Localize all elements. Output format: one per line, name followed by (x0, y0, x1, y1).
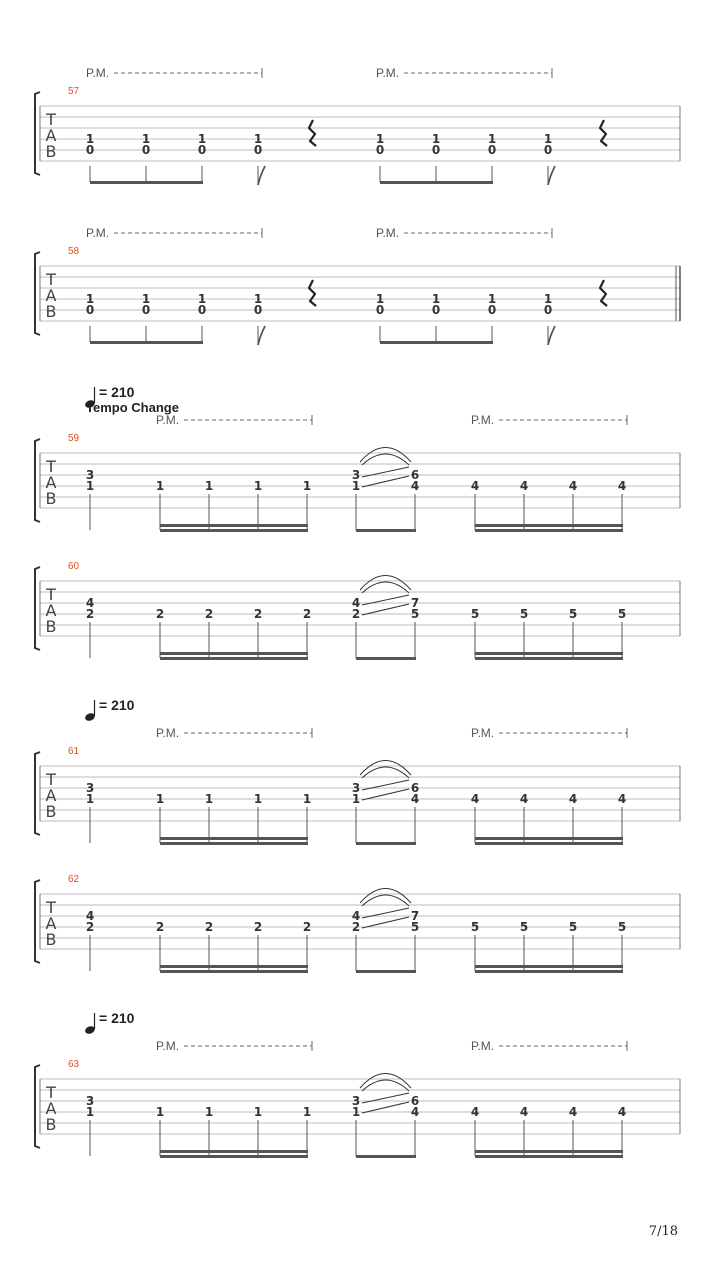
fret-number: 0 (85, 303, 95, 317)
slide-line-lower (362, 789, 409, 800)
fret-number: 1 (302, 792, 312, 806)
measure-number: 60 (68, 561, 80, 572)
sixteenth-beam-primary (160, 529, 308, 532)
tab-clef-a: A (45, 286, 57, 305)
slide-line-lower (362, 917, 409, 928)
fret-number: 5 (519, 920, 529, 934)
sixteenth-beam-secondary (160, 652, 308, 655)
fret-number: 0 (431, 303, 441, 317)
fret-number: 5 (568, 920, 578, 934)
sixteenth-beam-primary (475, 529, 623, 532)
fret-number: 1 (487, 132, 497, 146)
fret-number: 5 (519, 607, 529, 621)
sixteenth-beam-primary (160, 1155, 308, 1158)
eighth-beam (356, 529, 416, 532)
fret-number: 5 (470, 607, 480, 621)
fret-number: 1 (302, 1105, 312, 1119)
sixteenth-beam-primary (160, 842, 308, 845)
fret-number: 1 (253, 792, 263, 806)
fret-number: 0 (543, 303, 553, 317)
eighth-flag (258, 166, 265, 185)
fret-number: 4 (470, 479, 480, 493)
tempo-marking: = 210 (99, 384, 135, 400)
fret-number: 0 (543, 143, 553, 157)
sixteenth-beam-primary (160, 970, 308, 973)
sixteenth-beam-secondary (160, 965, 308, 968)
fret-number: 1 (155, 1105, 165, 1119)
tempo-marking: = 210 (99, 1010, 135, 1026)
fret-number: 2 (85, 607, 95, 621)
sixteenth-beam-secondary (475, 524, 623, 527)
fret-number: 2 (351, 607, 361, 621)
fret-number: 1 (351, 1105, 361, 1119)
system-bracket (35, 752, 40, 835)
fret-number: 4 (351, 909, 361, 923)
fret-number: 1 (431, 292, 441, 306)
fret-number: 6 (410, 1094, 420, 1108)
fret-number: 3 (85, 1094, 95, 1108)
fret-number: 6 (410, 468, 420, 482)
fret-number: 4 (519, 792, 529, 806)
fret-number: 4 (410, 792, 420, 806)
tab-clef-b: B (45, 142, 57, 161)
fret-number: 1 (253, 292, 263, 306)
fret-number: 7 (410, 596, 420, 610)
eighth-flag (258, 326, 265, 345)
sixteenth-beam-primary (475, 970, 623, 973)
tab-clef-t: T (46, 270, 56, 289)
fret-number: 1 (351, 792, 361, 806)
fret-number: 3 (85, 781, 95, 795)
fret-number: 5 (410, 920, 420, 934)
system-bracket (35, 567, 40, 650)
fret-number: 2 (253, 920, 263, 934)
palm-mute-label: P.M. (86, 226, 110, 240)
fret-number: 4 (470, 1105, 480, 1119)
fret-number: 2 (204, 920, 214, 934)
fret-number: 3 (351, 781, 361, 795)
palm-mute-label: P.M. (376, 66, 400, 80)
fret-number: 2 (253, 607, 263, 621)
fret-number: 1 (197, 132, 207, 146)
tab-clef-b: B (45, 1115, 57, 1134)
fret-number: 0 (431, 143, 441, 157)
fret-number: 5 (410, 607, 420, 621)
fret-number: 4 (617, 1105, 627, 1119)
fret-number: 0 (85, 143, 95, 157)
tab-clef-b: B (45, 302, 57, 321)
system-bracket (35, 252, 40, 335)
palm-mute-label: P.M. (156, 726, 180, 740)
fret-number: 1 (204, 792, 214, 806)
fret-number: 2 (351, 920, 361, 934)
tab-clef-b: B (45, 802, 57, 821)
fret-number: 1 (351, 479, 361, 493)
fret-number: 0 (141, 303, 151, 317)
page-number: 7/18 (648, 1224, 678, 1239)
fret-number: 4 (568, 479, 578, 493)
fret-number: 5 (617, 920, 627, 934)
fret-number: 1 (85, 1105, 95, 1119)
sixteenth-beam-secondary (475, 652, 623, 655)
fret-number: 1 (141, 292, 151, 306)
fret-number: 4 (85, 596, 95, 610)
fret-number: 1 (431, 132, 441, 146)
palm-mute-label: P.M. (156, 1039, 180, 1053)
fret-number: 1 (204, 1105, 214, 1119)
eighth-beam (356, 657, 416, 660)
fret-number: 2 (155, 920, 165, 934)
sixteenth-beam-secondary (475, 965, 623, 968)
sixteenth-beam-secondary (475, 1150, 623, 1153)
tempo-marking: = 210 (99, 697, 135, 713)
system-bracket (35, 1065, 40, 1148)
measure-number: 59 (68, 433, 80, 444)
fret-number: 5 (568, 607, 578, 621)
palm-mute-label: P.M. (156, 413, 180, 427)
fret-number: 1 (204, 479, 214, 493)
fret-number: 4 (519, 479, 529, 493)
fret-number: 4 (410, 479, 420, 493)
slur-inner (362, 454, 409, 465)
quarter-rest-icon (309, 120, 316, 146)
fret-number: 2 (302, 607, 312, 621)
fret-number: 3 (85, 468, 95, 482)
measure-number: 57 (68, 86, 80, 97)
sixteenth-beam-secondary (475, 837, 623, 840)
fret-number: 2 (155, 607, 165, 621)
fret-number: 1 (253, 132, 263, 146)
tab-clef-a: A (45, 914, 57, 933)
fret-number: 4 (470, 792, 480, 806)
eighth-flag (548, 166, 555, 185)
slide-line-lower (362, 604, 409, 615)
eighth-beam (380, 341, 493, 344)
palm-mute-label: P.M. (86, 66, 110, 80)
fret-number: 1 (375, 132, 385, 146)
tab-clef-a: A (45, 786, 57, 805)
tempo-change-label: Tempo Change (86, 400, 179, 415)
tab-clef-b: B (45, 489, 57, 508)
fret-number: 1 (155, 792, 165, 806)
fret-number: 0 (141, 143, 151, 157)
eighth-beam (356, 842, 416, 845)
fret-number: 1 (543, 292, 553, 306)
tab-clef-a: A (45, 601, 57, 620)
fret-number: 0 (375, 143, 385, 157)
eighth-beam (380, 181, 493, 184)
system-bracket (35, 92, 40, 175)
fret-number: 1 (155, 479, 165, 493)
fret-number: 1 (543, 132, 553, 146)
tab-clef-t: T (46, 585, 56, 604)
quarter-rest-icon (600, 120, 607, 146)
fret-number: 4 (568, 792, 578, 806)
fret-number: 5 (470, 920, 480, 934)
quarter-rest-icon (600, 280, 607, 306)
fret-number: 0 (375, 303, 385, 317)
slur-inner (362, 767, 409, 778)
fret-number: 1 (253, 479, 263, 493)
eighth-beam (90, 181, 203, 184)
fret-number: 1 (141, 132, 151, 146)
slur-inner (362, 1080, 409, 1091)
fret-number: 4 (617, 479, 627, 493)
system-bracket (35, 880, 40, 963)
fret-number: 3 (351, 1094, 361, 1108)
fret-number: 1 (85, 132, 95, 146)
fret-number: 4 (351, 596, 361, 610)
tab-clef-a: A (45, 473, 57, 492)
slur-inner (362, 582, 409, 593)
fret-number: 6 (410, 781, 420, 795)
sixteenth-beam-secondary (160, 837, 308, 840)
fret-number: 0 (197, 303, 207, 317)
sixteenth-beam-primary (160, 657, 308, 660)
slide-line-lower (362, 476, 409, 487)
fret-number: 4 (519, 1105, 529, 1119)
fret-number: 0 (487, 143, 497, 157)
eighth-beam (90, 341, 203, 344)
palm-mute-label: P.M. (376, 226, 400, 240)
fret-number: 1 (85, 792, 95, 806)
fret-number: 0 (253, 143, 263, 157)
fret-number: 1 (253, 1105, 263, 1119)
tab-clef-t: T (46, 770, 56, 789)
tab-clef-t: T (46, 110, 56, 129)
tab-clef-t: T (46, 1083, 56, 1102)
fret-number: 2 (85, 920, 95, 934)
measure-number: 61 (68, 746, 80, 757)
slide-line-lower (362, 1102, 409, 1113)
fret-number: 1 (302, 479, 312, 493)
fret-number: 4 (568, 1105, 578, 1119)
fret-number: 3 (351, 468, 361, 482)
eighth-flag (548, 326, 555, 345)
tab-clef-b: B (45, 930, 57, 949)
tab-clef-a: A (45, 1099, 57, 1118)
fret-number: 1 (197, 292, 207, 306)
quarter-rest-icon (309, 280, 316, 306)
tab-clef-a: A (45, 126, 57, 145)
fret-number: 0 (197, 143, 207, 157)
eighth-beam (356, 1155, 416, 1158)
slur-inner (362, 895, 409, 906)
palm-mute-label: P.M. (471, 413, 495, 427)
palm-mute-label: P.M. (471, 726, 495, 740)
fret-number: 7 (410, 909, 420, 923)
sixteenth-beam-primary (475, 842, 623, 845)
fret-number: 1 (487, 292, 497, 306)
sixteenth-beam-secondary (160, 1150, 308, 1153)
fret-number: 4 (410, 1105, 420, 1119)
system-bracket (35, 439, 40, 522)
sixteenth-beam-primary (475, 1155, 623, 1158)
fret-number: 0 (253, 303, 263, 317)
palm-mute-label: P.M. (471, 1039, 495, 1053)
sixteenth-beam-secondary (160, 524, 308, 527)
fret-number: 4 (85, 909, 95, 923)
fret-number: 2 (302, 920, 312, 934)
measure-number: 62 (68, 874, 80, 885)
tab-clef-t: T (46, 898, 56, 917)
fret-number: 1 (375, 292, 385, 306)
tab-clef-b: B (45, 617, 57, 636)
fret-number: 1 (85, 292, 95, 306)
eighth-beam (356, 970, 416, 973)
fret-number: 5 (617, 607, 627, 621)
fret-number: 0 (487, 303, 497, 317)
fret-number: 1 (85, 479, 95, 493)
fret-number: 2 (204, 607, 214, 621)
measure-number: 63 (68, 1059, 80, 1070)
sixteenth-beam-primary (475, 657, 623, 660)
measure-number: 58 (68, 246, 80, 257)
tab-clef-t: T (46, 457, 56, 476)
fret-number: 4 (617, 792, 627, 806)
